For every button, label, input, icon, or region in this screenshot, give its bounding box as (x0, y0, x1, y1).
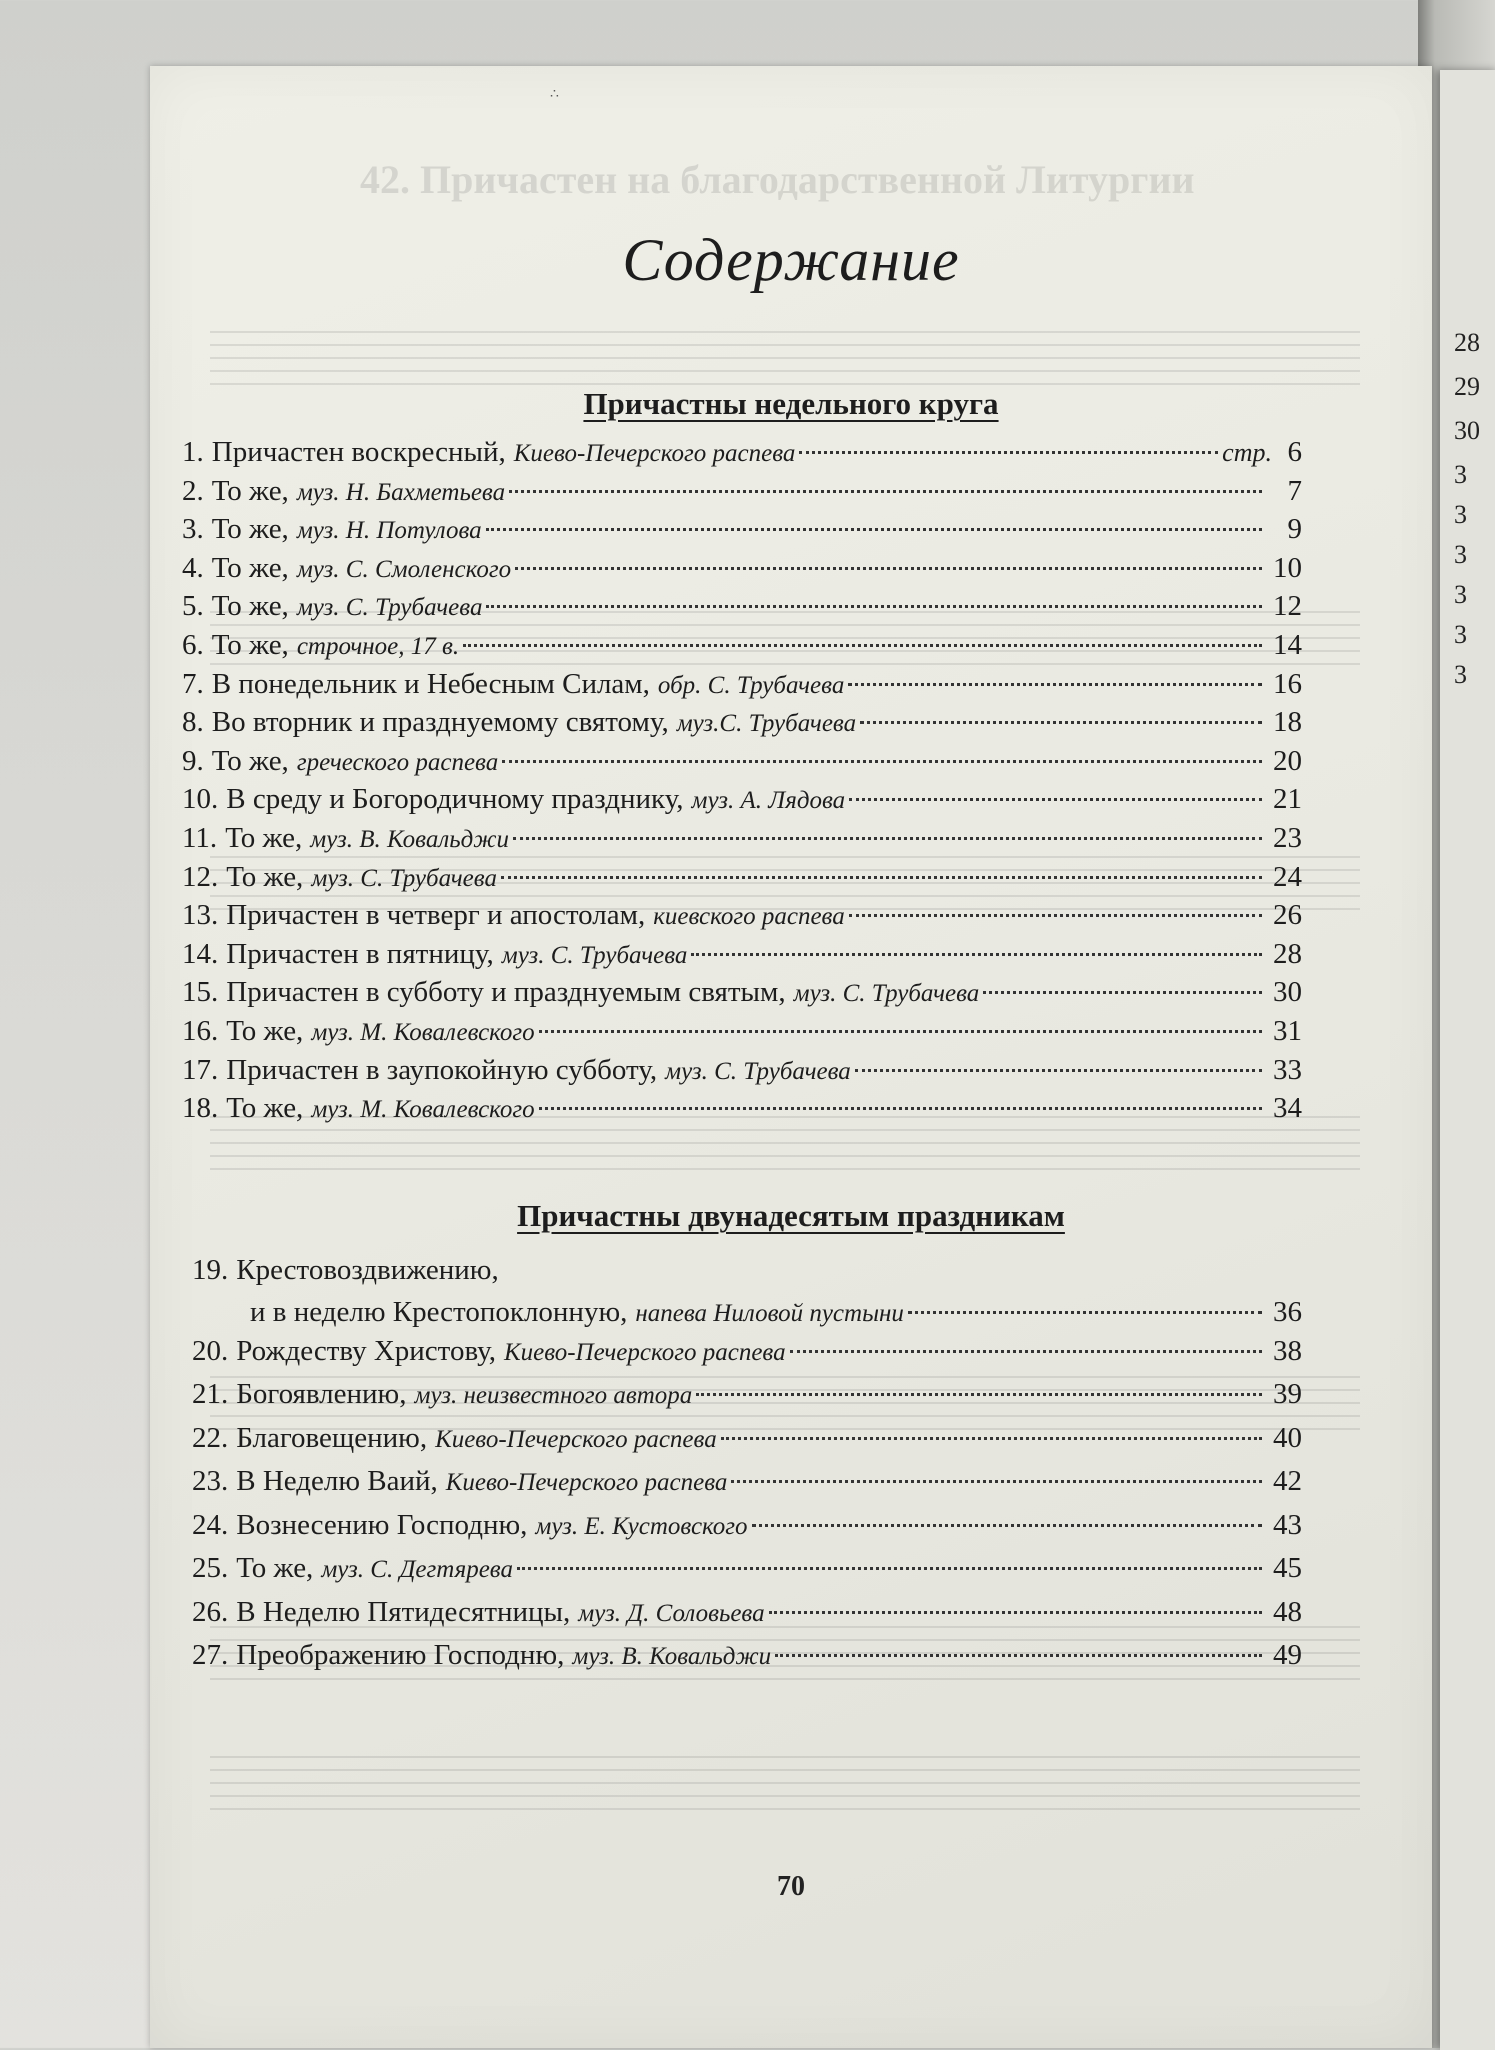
entry-title: В среду и Богородичному празднику, (226, 783, 684, 816)
entry-title: Во вторник и празднуемому святому, (211, 706, 669, 739)
entry-page: 36 (1273, 1296, 1302, 1328)
entry-composer: Киево-Печерского распева (435, 1425, 717, 1453)
bleed-through-title: 42. Причастен на благодарственной Литургии (360, 157, 1195, 202)
leader-dots (501, 876, 1262, 879)
entry-title: Причастен в четверг и апостолам, (226, 899, 646, 932)
entry-title: Благовещению, (236, 1421, 428, 1454)
leader-dots (486, 605, 1262, 608)
leader-dots (908, 1311, 1262, 1314)
entry-page: 42 (1273, 1465, 1302, 1498)
leader-dots (731, 1480, 1262, 1483)
leader-dots (463, 644, 1262, 647)
entry-page: 6 (1287, 436, 1302, 468)
entry-page: 49 (1273, 1639, 1302, 1672)
entry-composer: муз. С. Трубачева (311, 864, 497, 892)
toc-entry[interactable] (182, 668, 1302, 707)
toc-entry[interactable] (182, 745, 1302, 784)
entry-title: То же, (226, 1092, 304, 1125)
entry-title: и в неделю Крестопоклонную, (250, 1296, 628, 1328)
entry-page: 30 (1273, 976, 1302, 1009)
entry-page: 33 (1273, 1053, 1302, 1086)
entry-number: 13. (182, 899, 219, 932)
entry-number: 21. (192, 1378, 229, 1411)
entry-page: 26 (1273, 899, 1302, 932)
toc-list-weekly (182, 436, 1302, 1131)
entry-number: 16. (182, 1014, 219, 1047)
entry-number: 14. (182, 937, 219, 970)
edge-number: 29 (1454, 372, 1480, 401)
toc-entry[interactable] (182, 899, 1302, 938)
entry-page: 12 (1273, 590, 1302, 623)
entry-title: Преображению Господню, (236, 1639, 565, 1672)
entry-composer: муз. С. Трубачева (296, 594, 483, 622)
entry-title: Причастен в пятницу, (226, 937, 494, 970)
toc-entry[interactable] (182, 822, 1302, 861)
entry-number: 8. (182, 706, 204, 739)
entry-title: Вознесению Господню, (236, 1508, 528, 1541)
edge-number: 3 (1454, 580, 1467, 609)
entry-composer: киевского распева (653, 903, 845, 931)
entry-composer: Киево-Печерского распева (504, 1338, 786, 1366)
entry-title: Причастен в заупокойную субботу, (226, 1053, 658, 1086)
edge-number: 30 (1454, 416, 1480, 445)
leader-dots (486, 528, 1262, 531)
leader-dots (513, 837, 1262, 840)
entry-composer: напева Ниловой пустыни (635, 1300, 904, 1327)
entry-title: Причастен в субботу и празднуемым святым, (226, 976, 786, 1009)
entry-page: 10 (1273, 551, 1302, 584)
leader-dots (860, 721, 1262, 724)
entry-composer: муз. С. Трубачева (665, 1057, 851, 1085)
entry-composer: муз. Н. Бахметьева (296, 478, 506, 506)
entry-page: 38 (1273, 1334, 1302, 1367)
entry-title: В Неделю Пятидесятницы, (236, 1595, 571, 1628)
entry-title: То же, (211, 744, 289, 777)
leader-dots (790, 1350, 1262, 1353)
entry-composer: муз. Д. Соловьева (578, 1599, 765, 1627)
entry-page: 34 (1273, 1092, 1302, 1125)
leader-dots (848, 683, 1262, 686)
toc-entry[interactable] (182, 1015, 1302, 1054)
entry-page: 43 (1273, 1508, 1302, 1541)
entry-title: Крестовоздвижению, (236, 1254, 499, 1286)
toc-entry[interactable] (182, 475, 1302, 514)
entry-page: 24 (1273, 860, 1302, 893)
toc-entry[interactable] (182, 861, 1302, 900)
entry-page: 16 (1273, 667, 1302, 700)
leader-dots (691, 953, 1262, 956)
entry-number: 27. (192, 1639, 229, 1672)
entry-title: То же, (211, 590, 289, 623)
entry-composer: муз. В. Ковальджи (310, 825, 510, 853)
toc-entry[interactable] (192, 1639, 1302, 1683)
entry-number: 1. (182, 436, 204, 468)
entry-page: 18 (1273, 706, 1302, 739)
entry-title: То же, (211, 474, 289, 507)
entry-number: 24. (192, 1508, 229, 1541)
toc-entry[interactable] (182, 436, 1302, 475)
toc-entry[interactable] (192, 1335, 1302, 1379)
toc-entry[interactable] (192, 1509, 1302, 1553)
entry-page: 48 (1273, 1595, 1302, 1628)
toc-entry[interactable] (192, 1596, 1302, 1640)
entry-number: 15. (182, 976, 219, 1009)
edge-number: 3 (1454, 500, 1467, 529)
entry-number: 25. (192, 1552, 229, 1585)
leader-dots (517, 1567, 1262, 1570)
toc-entry[interactable] (182, 513, 1302, 552)
entry-composer: обр. С. Трубачева (657, 671, 845, 699)
leader-dots (849, 914, 1262, 917)
entry-title: То же, (226, 1014, 304, 1047)
page-title: Содержание (622, 227, 960, 293)
entry-number: 4. (182, 551, 204, 584)
toc-entry[interactable] (192, 1422, 1302, 1466)
entry-composer: греческого распева (296, 748, 499, 776)
entry-number: 6. (182, 628, 204, 661)
entry-composer: муз. М. Ковалевского (311, 1018, 535, 1046)
leader-dots (769, 1611, 1262, 1614)
entry-title: Причастен воскресный, (211, 436, 506, 468)
entry-composer: муз. неизвестного автора (414, 1382, 693, 1410)
print-speck-icon: ∴ (550, 87, 559, 102)
entry-composer: муз. С. Трубачева (793, 980, 980, 1008)
entry-page: 39 (1273, 1378, 1302, 1411)
entry-page: 31 (1273, 1014, 1302, 1047)
entry-number: 5. (182, 590, 204, 623)
entry-composer: муз. С. Трубачева (501, 941, 688, 969)
toc-list-feasts (192, 1254, 1302, 1683)
toc-entry[interactable] (182, 590, 1302, 629)
leader-dots (696, 1393, 1262, 1396)
entry-title: Богоявлению, (236, 1378, 407, 1411)
entry-number: 11. (182, 821, 218, 854)
entry-number: 23. (192, 1465, 229, 1498)
ghost-staff (210, 1756, 1360, 1812)
entry-number: 22. (192, 1421, 229, 1454)
page-marker: стр. (1222, 438, 1272, 467)
entry-composer: муз.С. Трубачева (676, 710, 857, 738)
toc-entry[interactable] (192, 1296, 1302, 1335)
entry-number: 18. (182, 1092, 219, 1125)
entry-page: 20 (1273, 744, 1302, 777)
entry-page: 9 (1287, 513, 1302, 546)
section-title-weekly: Причастны недельного круга (583, 386, 999, 421)
entry-title: В понедельник и Небесным Силам, (211, 667, 650, 700)
entry-composer: муз. В. Ковальджи (572, 1643, 772, 1671)
entry-number: 2. (182, 474, 204, 507)
entry-number: 19. (192, 1254, 229, 1286)
toc-entry[interactable] (182, 552, 1302, 591)
entry-composer: Киево-Печерского распева (445, 1469, 728, 1497)
entry-number: 17. (182, 1053, 219, 1086)
toc-entry-heading-line[interactable] (192, 1254, 1302, 1296)
leader-dots (775, 1654, 1262, 1657)
leader-dots (509, 490, 1262, 493)
toc-entry[interactable] (192, 1378, 1302, 1422)
entry-number: 26. (192, 1595, 229, 1628)
entry-title: То же, (225, 821, 303, 854)
entry-page: 40 (1273, 1421, 1302, 1454)
toc-entry[interactable] (182, 938, 1302, 977)
edge-number: 28 (1454, 328, 1480, 357)
toc-entry[interactable] (182, 1054, 1302, 1093)
leader-dots (799, 451, 1218, 454)
book-page (150, 66, 1432, 2048)
leader-dots (539, 1107, 1262, 1110)
leader-dots (983, 991, 1262, 994)
page-number: 70 (777, 1871, 805, 1902)
entry-title: То же, (236, 1552, 314, 1585)
adjacent-page-edge (1440, 70, 1495, 2050)
edge-number: 3 (1454, 660, 1467, 689)
toc-entry[interactable] (192, 1465, 1302, 1509)
toc-entry[interactable] (182, 629, 1302, 668)
leader-dots (849, 798, 1262, 801)
entry-composer: муз. С. Смоленского (296, 555, 512, 583)
ghost-staff (210, 331, 1360, 387)
edge-number: 3 (1454, 460, 1467, 489)
entry-page: 23 (1273, 821, 1302, 854)
toc-entry[interactable] (182, 976, 1302, 1015)
entry-page: 7 (1287, 474, 1302, 507)
section-title-feasts: Причастны двунадесятым праздникам (517, 1198, 1065, 1233)
entry-composer: муз. Н. Потулова (296, 517, 482, 545)
edge-number: 3 (1454, 540, 1467, 569)
leader-dots (539, 1030, 1262, 1033)
entry-number: 3. (182, 513, 204, 546)
leader-dots (515, 567, 1262, 570)
entry-page: 45 (1273, 1552, 1302, 1585)
entry-number: 7. (182, 667, 204, 700)
entry-page: 21 (1273, 783, 1302, 816)
entry-page: 14 (1273, 628, 1302, 661)
entry-number: 9. (182, 744, 204, 777)
entry-number: 12. (182, 860, 219, 893)
entry-title: Рождеству Христову, (236, 1334, 496, 1367)
entry-title: В Неделю Ваий, (236, 1465, 438, 1498)
entry-title: То же, (211, 513, 289, 546)
toc-entry[interactable] (182, 1092, 1302, 1131)
entry-number: 20. (192, 1334, 229, 1367)
entry-title: То же, (211, 628, 289, 661)
entry-composer: муз. С. Дегтярева (321, 1556, 513, 1584)
toc-entry[interactable] (192, 1552, 1302, 1596)
entry-composer: Киево-Печерского распева (513, 440, 796, 467)
entry-composer: муз. М. Ковалевского (311, 1096, 535, 1124)
toc-entry[interactable] (182, 783, 1302, 822)
entry-number: 10. (182, 783, 219, 816)
leader-dots (752, 1524, 1262, 1527)
leader-dots (502, 760, 1262, 763)
edge-number: 3 (1454, 620, 1467, 649)
entry-page: 28 (1273, 937, 1302, 970)
entry-title: То же, (226, 860, 304, 893)
entry-composer: строчное, 17 в. (296, 632, 460, 660)
entry-composer: муз. Е. Кустовского (535, 1512, 748, 1540)
entry-title: То же, (211, 551, 289, 584)
toc-entry[interactable] (182, 706, 1302, 745)
leader-dots (855, 1069, 1262, 1072)
entry-composer: муз. А. Лядова (691, 787, 846, 815)
leader-dots (721, 1437, 1262, 1440)
